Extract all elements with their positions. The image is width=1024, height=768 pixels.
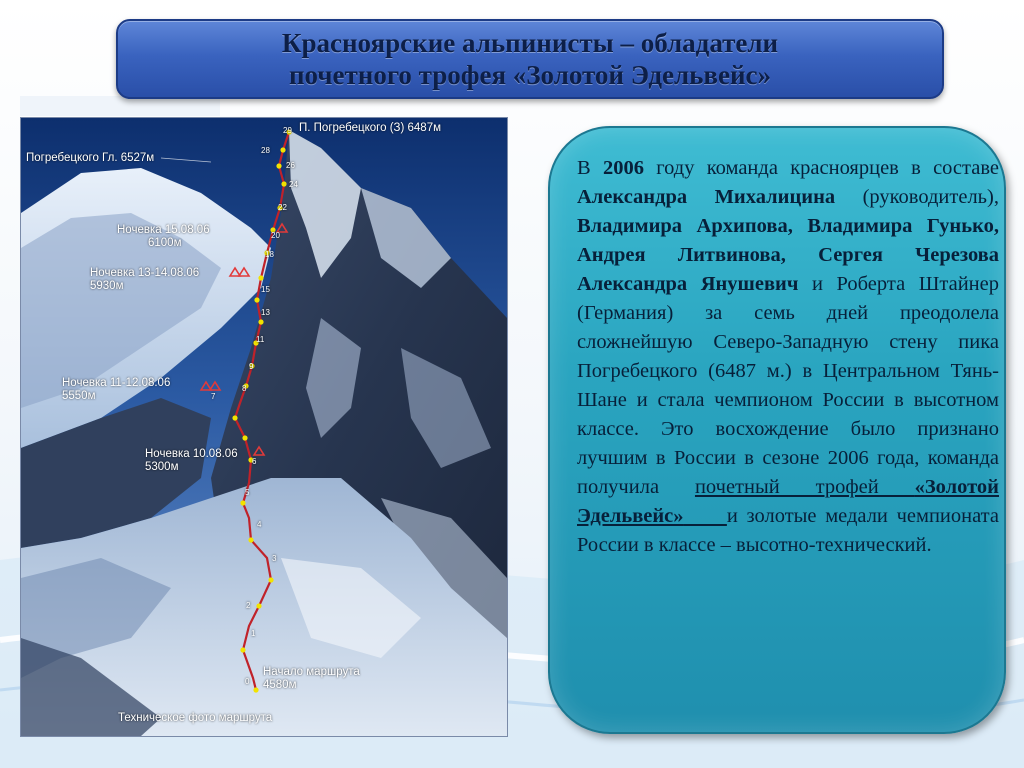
route-point-number: 18 [265,250,274,259]
route-point-number: 6 [252,457,257,466]
route-point-number: 7 [211,392,216,401]
text-member-names: Владимира Архипова, Владимира Гунько, Андрея Литвинова, Сергея Черезова Александра Янушевич [577,215,999,295]
photo-caption: Техническое фото маршрута [118,712,273,724]
achievement-text [577,154,999,560]
bivouac-1008-label: Ночевка 10.08.06 [145,448,238,460]
text-leader-role: (руководитель), [835,186,999,208]
bivouac-1508-label: Ночевка 15.08.06 [117,224,210,236]
route-point-number: 3 [272,554,277,563]
route-point-number: 22 [278,203,287,212]
text-trophy-name: «Золотой Эдельвейс» [577,476,999,527]
route-start-altitude: 4580м [263,679,297,691]
route-point-number: 29 [283,126,292,135]
route-photo [20,117,508,737]
route-point-number: 13 [261,308,270,317]
route-point-number: 2 [246,601,251,610]
text-year: 2006 [602,157,644,179]
summit-label: П. Погребецкого (З) 6487м [299,122,441,134]
text-team-intro: году команда красноярцев в составе [643,157,999,179]
route-point-number: 8 [242,384,247,393]
route-point-number: 24 [289,180,298,189]
text-trophy-underline-gap [684,505,727,527]
slide-title-box [116,19,944,99]
route-point-number: 5 [245,488,250,497]
bivouac-1314-label: Ночевка 13-14.08.06 [90,267,200,279]
route-point-number: 15 [261,285,270,294]
bivouac-1508-altitude: 6100м [148,237,182,249]
bivouac-1314-altitude: 5930м [90,280,124,292]
route-point-number: 20 [271,231,280,240]
bivouac-1112-altitude: 5550м [62,390,96,402]
route-point-number: 26 [286,161,295,170]
text-achievement: и Роберта Штайнер (Германия) за семь дней преодолела сложнейшую Северо-Западную стену пика Погребецкого (6487 м.) в Центральном Тянь-Шане и стала чемпионом России в высотном классе. Это восхождение было признано лучшим в России в сезоне 2006 года, команда получила [577,273,999,498]
text-medals: и золотые медали чемпионата России в классе – высотно-технический. [577,505,999,556]
slide-title-line-2: почетного трофея «Золотой Эдельвейс» [288,60,772,90]
text-leader-name: Александра Михалицина [577,186,836,208]
bivouac-1008-altitude: 5300м [145,461,179,473]
main-peak-label: Погребецкого Гл. 6527м [26,152,155,164]
bivouac-1112-label: Ночевка 11-12.08.06 [62,377,171,389]
mountain-illustration [21,118,507,736]
route-point-number: 28 [261,146,270,155]
route-point-number: 0 [245,677,250,686]
route-point-number: 4 [257,520,262,529]
route-point-number: 1 [251,629,256,638]
route-start-label: Начало маршрута [263,666,360,678]
text-trophy-lead: почетный трофей [694,476,915,498]
route-point-number: 9 [249,362,254,371]
text-intro: В [577,157,603,179]
slide-title-line-1: Красноярские альпинисты – обладатели [281,28,779,58]
route-point-number: 11 [256,335,265,344]
